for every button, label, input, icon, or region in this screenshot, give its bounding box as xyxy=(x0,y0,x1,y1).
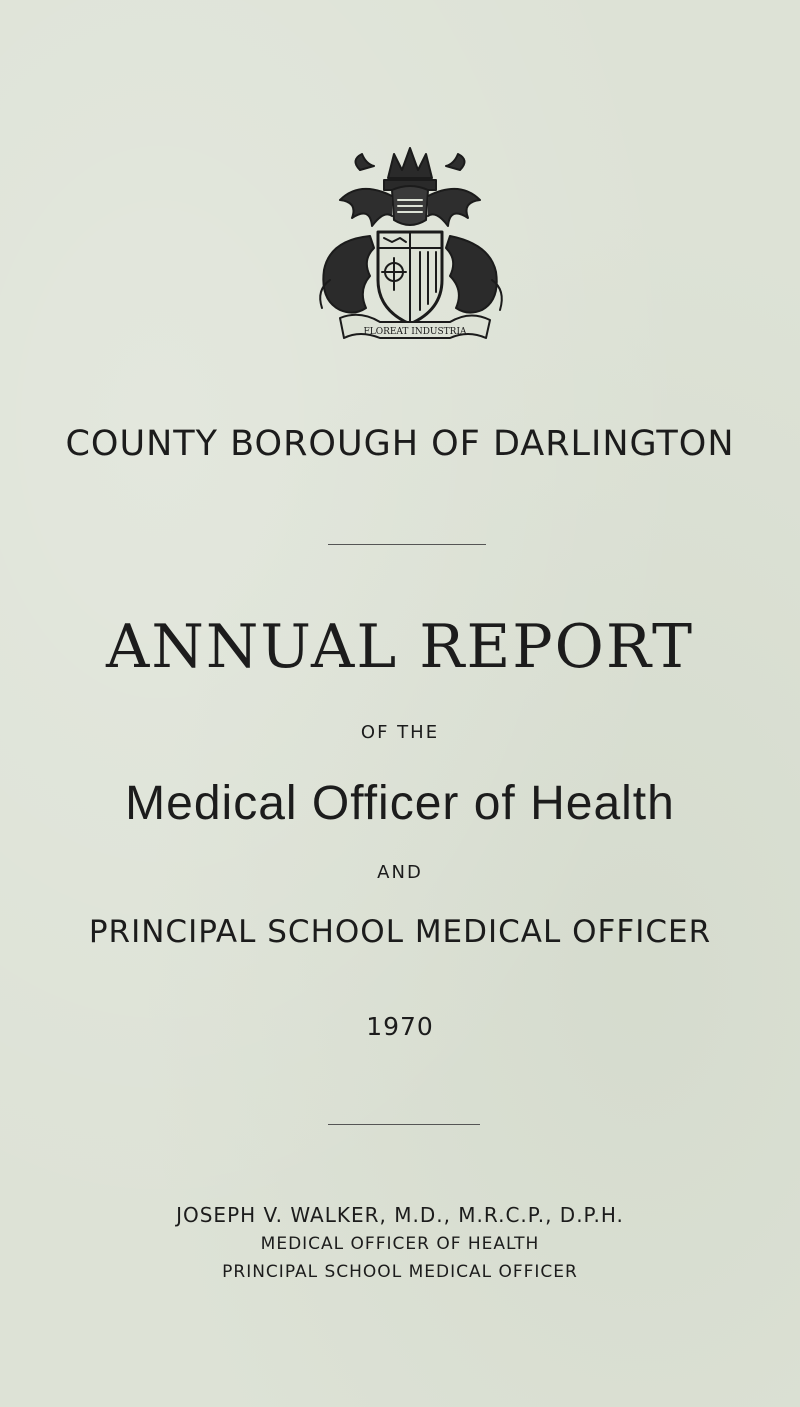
office-title-medical-officer: Medical Officer of Health xyxy=(125,777,675,830)
report-title: ANNUAL REPORT xyxy=(106,612,694,682)
title-connector-of-the: OF THE xyxy=(360,722,440,743)
title-connector-and: AND xyxy=(377,862,423,883)
author-name: JOSEPH V. WALKER, M.D., M.R.C.P., D.P.H. xyxy=(176,1203,624,1227)
crest-motto: FLOREAT INDUSTRIA xyxy=(363,327,467,337)
author-role-moh: MEDICAL OFFICER OF HEALTH xyxy=(260,1234,540,1254)
report-year: 1970 xyxy=(366,1012,434,1041)
divider-bottom xyxy=(328,1124,480,1125)
author-role-psmo: PRINCIPAL SCHOOL MEDICAL OFFICER xyxy=(222,1262,578,1282)
coat-of-arms-icon xyxy=(300,140,520,350)
divider-top xyxy=(328,544,486,545)
authority-name: COUNTY BOROUGH OF DARLINGTON xyxy=(65,424,735,464)
office-title-school-medical-officer: PRINCIPAL SCHOOL MEDICAL OFFICER xyxy=(88,914,712,950)
